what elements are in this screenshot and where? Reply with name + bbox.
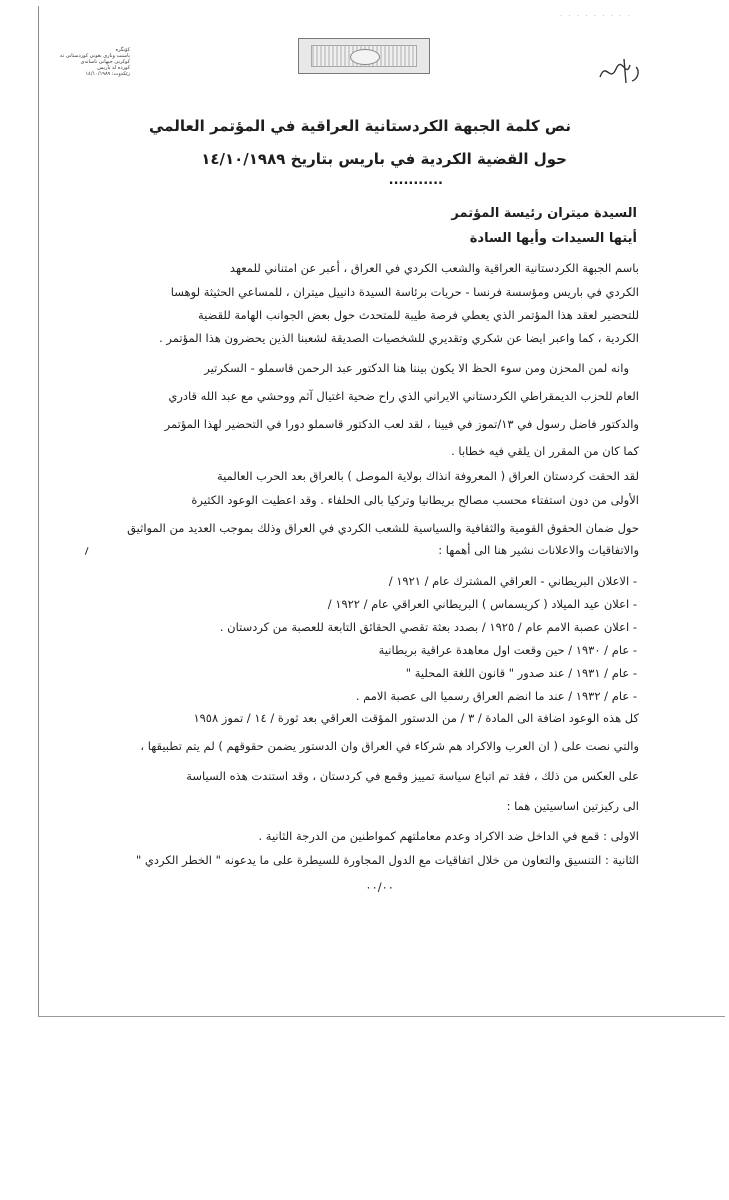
- stamp-line: پاسنت ونارى بغوتى كوردستانى تە كوکرنی جیهانی ناسانەی: [60, 53, 130, 65]
- paragraph-line: للتحضير لعقد هذا المؤتمر الذي يعطي فرصة طيبة للمتحدث حول بعض الجوانب الهامة للقضية: [197, 308, 639, 322]
- paragraph-line: العام للحزب الديمقراطي الكردستاني الايراني الذي راح ضحية اغتيال آثم ووحشي مع عبد الله قادري: [168, 389, 639, 403]
- stamp-line: کۆنگرە: [115, 47, 130, 53]
- list-item: - عام / ١٩٣٢ / عند ما انضم العراق رسميا الى عصبة الامم .: [355, 689, 637, 703]
- address-line-2: أيتها السيدات وأيها السادة: [469, 231, 637, 246]
- scan-noise: · · · · · · · · ·: [560, 12, 632, 20]
- paragraph-line: لقد الحقت كردستان العراق ( المعروفة انذاك بولاية الموصل ) بالعراق بعد الحرب العالمية: [216, 469, 639, 483]
- letterhead-logo: [298, 38, 430, 74]
- paragraph-line: على العكس من ذلك ، فقد تم اتباع سياسة تمييز وقمع في كردستان ، وقد استندت هذه السياسة: [186, 769, 639, 783]
- page-marker: ٠٠/٠٠: [365, 880, 394, 894]
- paragraph-line: الأولى من دون استفتاء محسب مصالح بريطانيا وتركيا بالى الحلفاء . وقد اعطيت الوعود الكثيرة: [191, 493, 639, 507]
- separator: ...........: [388, 173, 443, 188]
- stamp-line: کوردە لە پاریس: [97, 65, 130, 71]
- paragraph-line: والدكتور فاضل رسول في ١٣/تموز في فيينا ، لقد لعب الدكتور قاسملو دورا في التحضير لهذا المؤتمر: [164, 417, 639, 431]
- point-first: الاولى : قمع في الداخل ضد الاكراد وعدم معاملتهم كمواطنين من الدرجة الثانية .: [258, 829, 639, 843]
- signature-icon: [596, 55, 644, 85]
- list-item: - عام / ١٩٣٠ / حين وقعت اول معاهدة عراقية بريطانية: [378, 643, 637, 657]
- paragraph-line: والاتفاقيات والاعلانات نشير هنا الى أهمها :: [438, 543, 639, 557]
- paragraph-line: الى ركيزتين اساسيتين هما :: [506, 799, 639, 813]
- list-item: - اعلان عصبة الامم عام / ١٩٢٥ / بصدد بعثة تقصي الحقائق التابعة للعصبة من كردستان .: [219, 620, 637, 634]
- list-item: - الاعلان البريطاني - العراقي المشترك عام / ١٩٢١ /: [388, 574, 637, 588]
- document-subtitle: حول القضية الكردية في باريس بتاريخ ١٤/١٠/١٩٨٩: [201, 150, 567, 168]
- list-item: - عام / ١٩٣١ / عند صدور " قانون اللغة المحلية ": [405, 666, 637, 680]
- document-title: نص كلمة الجبهة الكردستانية العراقية في المؤتمر العالمي: [149, 117, 571, 135]
- logo-pattern: [311, 45, 417, 67]
- point-second: الثانية : التنسيق والتعاون من خلال اتفاقيات مع الدول المجاورة للسيطرة على ما يدعونه " الخطر الكردي ": [135, 853, 639, 867]
- paragraph-line: الكردية ، كما واعبر ايضا عن شكري وتقديري للشخصيات الصديقة لشعبنا الذين يحضرون هذا المؤتمر .: [159, 331, 639, 345]
- paragraph-line: كما كان من المقرر ان يلقي فيه خطابا .: [451, 444, 639, 458]
- paragraph-line: حول ضمان الحقوق القومية والثقافية والسياسية للشعب الكردي في العراق وذلك بموجب العديد من المواثيق: [127, 521, 639, 535]
- logo-emblem-icon: [350, 49, 380, 65]
- address-line-1: السيدة ميتران رئيسة المؤتمر: [451, 206, 637, 221]
- paragraph-line: كل هذه الوعود اضافة الى المادة / ٣ / من الدستور المؤقت العراقي بعد ثورة / ١٤ / تموز ١٩٥٨: [193, 711, 639, 725]
- paragraph-line: باسم الجبهة الكردستانية العراقية والشعب الكردي في العراق ، أعبر عن امتناني للمعهد: [229, 261, 639, 275]
- list-item: - اعلان عيد الميلاد ( كريسماس ) البريطاني العراقي عام / ١٩٢٢ /: [327, 597, 637, 611]
- paragraph-line: والتي نصت على ( ان العرب والاكراد هم شركاء في العراق وان الدستور يضمن حقوقهم ) لم يتم تطبيقها ،: [140, 739, 639, 753]
- stamp-line: رێکەوت: ١٤/١٠/١٩٨٩: [85, 71, 130, 77]
- paragraph-line: الكردي في باريس ومؤسسة فرنسا - حريات برئاسة السيدة دانييل ميتران ، للمساعي الحثيثة لوهسا: [170, 285, 639, 299]
- paragraph-line: وانه لمن المحزن ومن سوء الحظ الا يكون بيننا هنا الدكتور عبد الرحمن قاسملو - السكرتير: [204, 361, 629, 375]
- org-stamp: [48, 47, 130, 77]
